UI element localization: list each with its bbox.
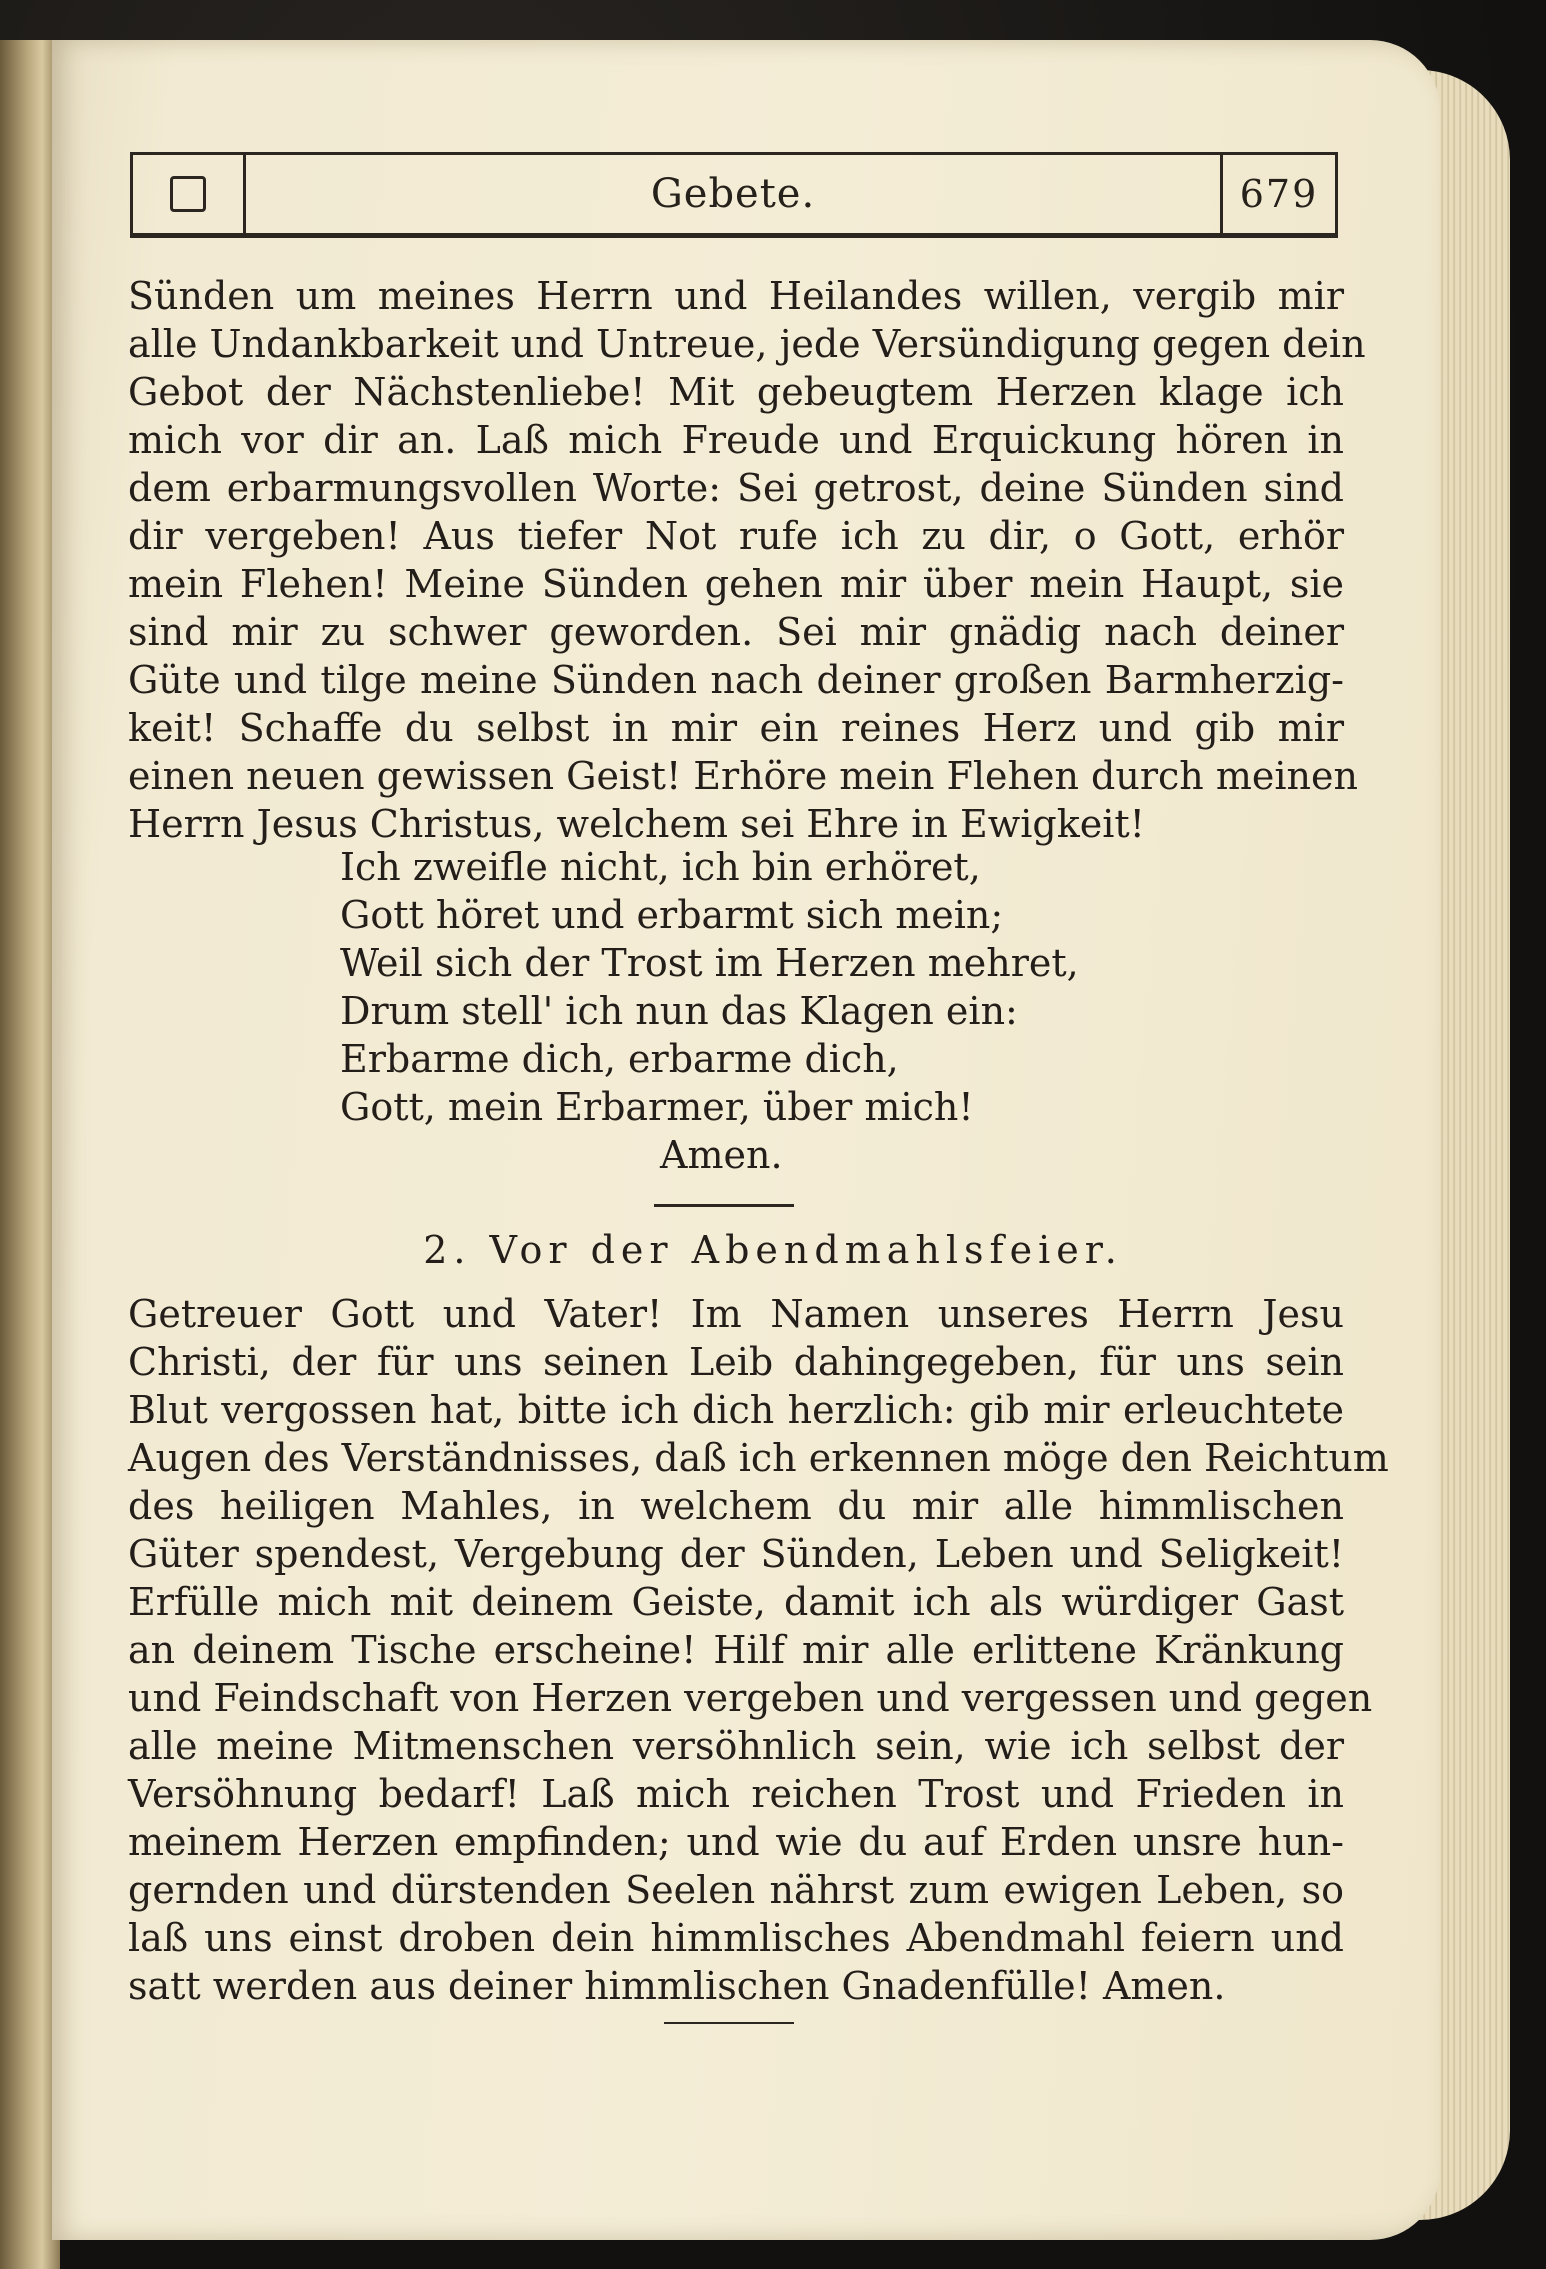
verse-line: Drum stell' ich nun das Klagen ein:	[340, 989, 1018, 1033]
text-line: Erfülle mich mit deinem Geiste, damit ich als würdiger Gast	[128, 1580, 1344, 1624]
verse-line: Ich zweifle nicht, ich bin erhöret,	[340, 845, 981, 889]
text-line: sind mir zu schwer geworden. Sei mir gnädig nach deiner	[128, 610, 1344, 654]
text-line: Versöhnung bedarf! Laß mich reichen Trost und Frieden in	[128, 1772, 1344, 1816]
paragraph-1	[128, 272, 1366, 848]
end-divider	[664, 2022, 794, 2024]
text-line: einen neuen gewissen Geist! Erhöre mein Flehen durch meinen	[128, 754, 1358, 798]
section-divider	[654, 1204, 794, 1207]
text-line: Augen des Verständnisses, daß ich erkennen möge den Reichtum	[128, 1436, 1389, 1480]
text-line: Getreuer Gott und Vater! Im Namen unseres Herrn Jesu	[128, 1292, 1344, 1336]
text-line: Gebot der Nächstenliebe! Mit gebeugtem Herzen klage ich	[128, 370, 1344, 414]
header-ornament-cell	[130, 155, 246, 233]
verse-stanza	[340, 843, 1079, 1131]
text-line: Christi, der für uns seinen Leib dahingegeben, für uns sein	[128, 1340, 1344, 1384]
square-ornament-icon	[170, 176, 206, 212]
verse-line: Gott, mein Erbarmer, über mich!	[340, 1085, 974, 1129]
verse-line: Erbarme dich, erbarme dich,	[340, 1037, 899, 1081]
text-line: an deinem Tische erscheine! Hilf mir alle erlittene Kränkung	[128, 1628, 1344, 1672]
amen-closing: Amen.	[660, 1133, 783, 1177]
verse-line: Gott höret und erbarmt sich mein;	[340, 893, 1004, 937]
page-number: 679	[1220, 155, 1338, 233]
header-title: Gebete.	[650, 171, 816, 217]
text-line: dem erbarmungsvollen Worte: Sei getrost, deine Sünden sind	[128, 466, 1344, 510]
text-line: alle Undankbarkeit und Untreue, jede Versündigung gegen dein	[128, 322, 1366, 366]
running-header	[130, 152, 1338, 238]
book-spine	[0, 40, 60, 2269]
text-line: mein Flehen! Meine Sünden gehen mir über mein Haupt, sie	[128, 562, 1344, 606]
text-line: gernden und dürstenden Seelen nährst zum ewigen Leben, so	[128, 1868, 1344, 1912]
text-line: alle meine Mitmenschen versöhnlich sein, wie ich selbst der	[128, 1724, 1344, 1768]
text-line: keit! Schaffe du selbst in mir ein reines Herz und gib mir	[128, 706, 1344, 750]
text-line: Sünden um meines Herrn und Heilandes willen, vergib mir	[128, 274, 1344, 318]
text-line: dir vergeben! Aus tiefer Not rufe ich zu dir, o Gott, erhör	[128, 514, 1344, 558]
verse-line: Weil sich der Trost im Herzen mehret,	[340, 941, 1079, 985]
text-line: Güter spendest, Vergebung der Sünden, Leben und Seligkeit!	[128, 1532, 1344, 1576]
text-line: mich vor dir an. Laß mich Freude und Erquickung hören in	[128, 418, 1344, 462]
text-line: satt werden aus deiner himmlischen Gnadenfülle! Amen.	[128, 1964, 1226, 2008]
text-line: laß uns einst droben dein himmlisches Abendmahl feiern und	[128, 1916, 1344, 1960]
text-line: des heiligen Mahles, in welchem du mir alle himmlischen	[128, 1484, 1344, 1528]
paragraph-2	[128, 1290, 1389, 2010]
text-line: Herrn Jesus Christus, welchem sei Ehre in Ewigkeit!	[128, 802, 1145, 846]
text-line: und Feindschaft von Herzen vergeben und vergessen und gegen	[128, 1676, 1373, 1720]
text-line: Blut vergossen hat, bitte ich dich herzlich: gib mir erleuchtete	[128, 1388, 1344, 1432]
section-heading: 2. Vor der Abendmahlsfeier.	[423, 1228, 1123, 1272]
text-line: Güte und tilge meine Sünden nach deiner großen Barmherzig-	[128, 658, 1344, 702]
text-line: meinem Herzen empfinden; und wie du auf Erden unsre hun-	[128, 1820, 1344, 1864]
